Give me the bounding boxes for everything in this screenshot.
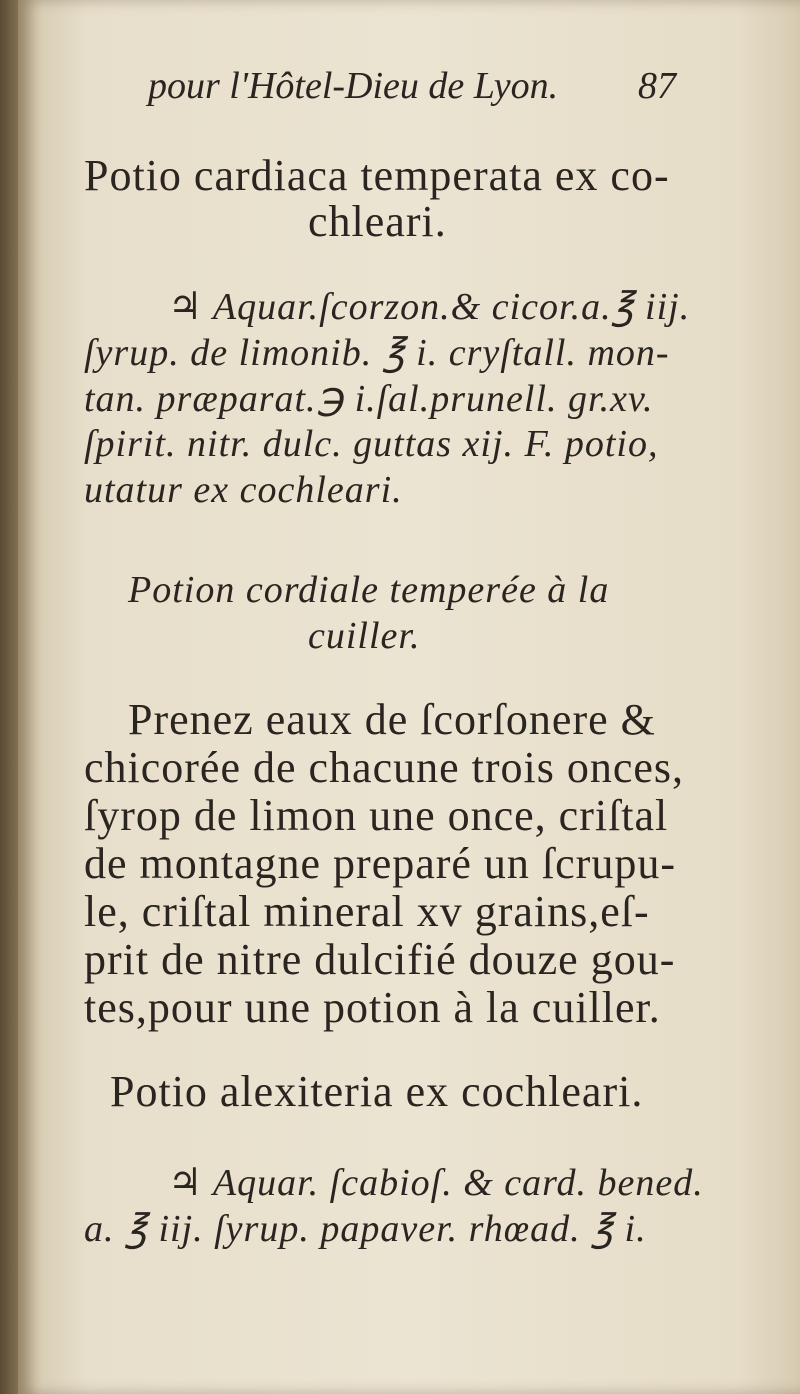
section1-title-line-1: Potio cardiaca temperata ex co- (84, 151, 670, 200)
section1-recipe-line-4: ſpirit. nitr. dulc. guttas xij. F. potio, (84, 423, 659, 465)
section3-recipe-line-1: ♃ Aquar. ſcabioſ. & card. bened. (168, 1162, 704, 1204)
section2-text-line-6: prit de nitre dulcifié douze gou- (84, 935, 676, 984)
section2-title-line-1: Potion cordiale temperée à la (128, 569, 610, 611)
section2-text-line-3: ſyrop de limon une once, criſtal (84, 791, 669, 840)
section2-text-line-5: le, criſtal mineral xv grains,eſ- (84, 887, 650, 936)
section1-recipe-line-1: ♃ Aquar.ſcorzon.& cicor.a.℥ iij. (168, 286, 691, 328)
section1-recipe-line-3: tan. præparat.℈ i.ſal.prunell. gr.xv. (84, 378, 654, 420)
section2-text-line-4: de montagne preparé un ſcrupu- (84, 839, 676, 888)
section2-text-line-7: tes,pour une potion à la cuiller. (84, 983, 661, 1032)
page-number: 87 (638, 65, 676, 107)
section2-text-line-2: chicorée de chacune trois onces, (84, 743, 685, 792)
section1-recipe-line-2: ſyrup. de limonib. ℥ i. cryſtall. mon- (84, 332, 670, 374)
section3-recipe-line-2: a. ℥ iij. ſyrup. papaver. rhœad. ℥ i. (84, 1208, 647, 1250)
section2-text-line-1: Prenez eaux de ſcorſonere & (128, 695, 656, 744)
section1-title-line-2: chleari. (308, 197, 447, 246)
section2-title-line-2: cuiller. (308, 615, 421, 657)
section3-title-line-1: Potio alexiteria ex cochleari. (110, 1067, 644, 1116)
section1-recipe-line-5: utatur ex cochleari. (84, 469, 403, 511)
running-title: pour l'Hôtel-Dieu de Lyon. (148, 65, 559, 107)
book-page (18, 0, 800, 1394)
